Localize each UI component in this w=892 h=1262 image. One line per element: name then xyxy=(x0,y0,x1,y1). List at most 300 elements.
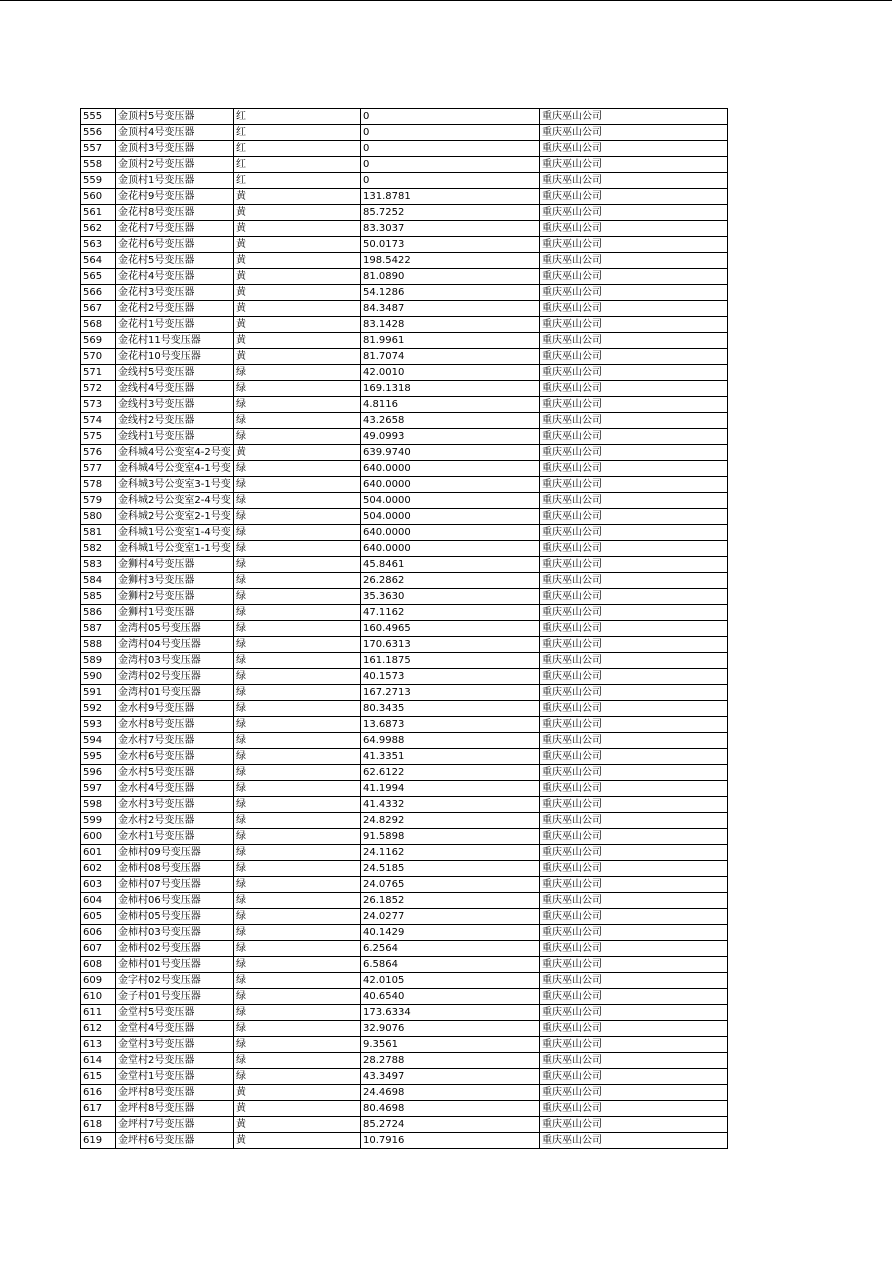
row-number-cell: 589 xyxy=(81,653,116,669)
row-number-cell: 596 xyxy=(81,765,116,781)
value-cell: 198.5422 xyxy=(361,253,540,269)
status-level-cell: 绿 xyxy=(234,1021,361,1037)
value-cell: 81.0890 xyxy=(361,269,540,285)
status-level-cell: 绿 xyxy=(234,557,361,573)
value-cell: 640.0000 xyxy=(361,477,540,493)
transformer-name-cell: 金湾村02号变压器 xyxy=(116,669,234,685)
row-number-cell: 576 xyxy=(81,445,116,461)
table-body xyxy=(81,109,728,1149)
value-cell: 45.8461 xyxy=(361,557,540,573)
row-number-cell: 561 xyxy=(81,205,116,221)
table-row xyxy=(81,1037,728,1053)
transformer-name-cell: 金水村8号变压器 xyxy=(116,717,234,733)
status-level-cell: 绿 xyxy=(234,1005,361,1021)
status-level-cell: 绿 xyxy=(234,381,361,397)
status-level-cell: 黄 xyxy=(234,269,361,285)
transformer-name-cell: 金子村01号变压器 xyxy=(116,989,234,1005)
table-row xyxy=(81,845,728,861)
company-cell: 重庆巫山公司 xyxy=(540,621,728,637)
transformer-name-cell: 金狮村4号变压器 xyxy=(116,557,234,573)
value-cell: 26.1852 xyxy=(361,893,540,909)
status-level-cell: 黄 xyxy=(234,349,361,365)
value-cell: 40.1429 xyxy=(361,925,540,941)
value-cell: 160.4965 xyxy=(361,621,540,637)
transformer-name-cell: 金水村7号变压器 xyxy=(116,733,234,749)
row-number-cell: 569 xyxy=(81,333,116,349)
value-cell: 6.2564 xyxy=(361,941,540,957)
table-row xyxy=(81,221,728,237)
table-row xyxy=(81,669,728,685)
table-row xyxy=(81,1069,728,1085)
transformer-name-cell: 金线村1号变压器 xyxy=(116,429,234,445)
table-row xyxy=(81,701,728,717)
value-cell: 504.0000 xyxy=(361,493,540,509)
table-row xyxy=(81,1133,728,1149)
row-number-cell: 588 xyxy=(81,637,116,653)
transformer-name-cell: 金坪村8号变压器 xyxy=(116,1085,234,1101)
table-row xyxy=(81,157,728,173)
transformer-name-cell: 金水村1号变压器 xyxy=(116,829,234,845)
row-number-cell: 555 xyxy=(81,109,116,125)
value-cell: 24.1162 xyxy=(361,845,540,861)
row-number-cell: 605 xyxy=(81,909,116,925)
company-cell: 重庆巫山公司 xyxy=(540,589,728,605)
status-level-cell: 黄 xyxy=(234,317,361,333)
value-cell: 64.9988 xyxy=(361,733,540,749)
company-cell: 重庆巫山公司 xyxy=(540,125,728,141)
value-cell: 35.3630 xyxy=(361,589,540,605)
company-cell: 重庆巫山公司 xyxy=(540,477,728,493)
table-row xyxy=(81,829,728,845)
value-cell: 80.3435 xyxy=(361,701,540,717)
status-level-cell: 绿 xyxy=(234,397,361,413)
table-row xyxy=(81,413,728,429)
row-number-cell: 608 xyxy=(81,957,116,973)
transformer-name-cell: 金堂村5号变压器 xyxy=(116,1005,234,1021)
value-cell: 50.0173 xyxy=(361,237,540,253)
value-cell: 131.8781 xyxy=(361,189,540,205)
transformer-name-cell: 金堂村2号变压器 xyxy=(116,1053,234,1069)
company-cell: 重庆巫山公司 xyxy=(540,1101,728,1117)
transformer-name-cell: 金花村10号变压器 xyxy=(116,349,234,365)
value-cell: 41.4332 xyxy=(361,797,540,813)
transformer-name-cell: 金花村3号变压器 xyxy=(116,285,234,301)
table-row xyxy=(81,589,728,605)
row-number-cell: 577 xyxy=(81,461,116,477)
value-cell: 42.0105 xyxy=(361,973,540,989)
transformer-name-cell: 金狮村3号变压器 xyxy=(116,573,234,589)
table-row xyxy=(81,237,728,253)
company-cell: 重庆巫山公司 xyxy=(540,365,728,381)
value-cell: 41.1994 xyxy=(361,781,540,797)
table-row xyxy=(81,749,728,765)
value-cell: 0 xyxy=(361,173,540,189)
table-row xyxy=(81,1053,728,1069)
row-number-cell: 618 xyxy=(81,1117,116,1133)
table-row xyxy=(81,973,728,989)
company-cell: 重庆巫山公司 xyxy=(540,797,728,813)
table-row xyxy=(81,941,728,957)
row-number-cell: 586 xyxy=(81,605,116,621)
status-level-cell: 黄 xyxy=(234,189,361,205)
status-level-cell: 绿 xyxy=(234,413,361,429)
table-row xyxy=(81,1085,728,1101)
row-number-cell: 610 xyxy=(81,989,116,1005)
row-number-cell: 619 xyxy=(81,1133,116,1149)
row-number-cell: 570 xyxy=(81,349,116,365)
status-level-cell: 绿 xyxy=(234,877,361,893)
company-cell: 重庆巫山公司 xyxy=(540,141,728,157)
value-cell: 49.0993 xyxy=(361,429,540,445)
transformer-name-cell: 金狮村1号变压器 xyxy=(116,605,234,621)
company-cell: 重庆巫山公司 xyxy=(540,669,728,685)
value-cell: 42.0010 xyxy=(361,365,540,381)
table-row xyxy=(81,861,728,877)
status-level-cell: 绿 xyxy=(234,573,361,589)
row-number-cell: 600 xyxy=(81,829,116,845)
company-cell: 重庆巫山公司 xyxy=(540,173,728,189)
value-cell: 81.9961 xyxy=(361,333,540,349)
status-level-cell: 黄 xyxy=(234,205,361,221)
value-cell: 10.7916 xyxy=(361,1133,540,1149)
table-row xyxy=(81,733,728,749)
value-cell: 83.1428 xyxy=(361,317,540,333)
company-cell: 重庆巫山公司 xyxy=(540,765,728,781)
company-cell: 重庆巫山公司 xyxy=(540,509,728,525)
table-row xyxy=(81,493,728,509)
table-row xyxy=(81,397,728,413)
value-cell: 0 xyxy=(361,157,540,173)
table-row xyxy=(81,717,728,733)
transformer-name-cell: 金科城1号公变室1-1号变 xyxy=(116,541,234,557)
transformer-name-cell: 金顶村1号变压器 xyxy=(116,173,234,189)
value-cell: 85.7252 xyxy=(361,205,540,221)
transformer-name-cell: 金柿村06号变压器 xyxy=(116,893,234,909)
value-cell: 85.2724 xyxy=(361,1117,540,1133)
company-cell: 重庆巫山公司 xyxy=(540,685,728,701)
status-level-cell: 绿 xyxy=(234,525,361,541)
value-cell: 81.7074 xyxy=(361,349,540,365)
table-row xyxy=(81,1021,728,1037)
status-level-cell: 绿 xyxy=(234,461,361,477)
transformer-name-cell: 金坪村7号变压器 xyxy=(116,1117,234,1133)
company-cell: 重庆巫山公司 xyxy=(540,445,728,461)
table-row xyxy=(81,637,728,653)
status-level-cell: 红 xyxy=(234,173,361,189)
table-row xyxy=(81,765,728,781)
transformer-name-cell: 金线村4号变压器 xyxy=(116,381,234,397)
transformer-name-cell: 金科城1号公变室1-4号变 xyxy=(116,525,234,541)
transformer-name-cell: 金堂村3号变压器 xyxy=(116,1037,234,1053)
value-cell: 83.3037 xyxy=(361,221,540,237)
table-row xyxy=(81,781,728,797)
value-cell: 24.4698 xyxy=(361,1085,540,1101)
value-cell: 28.2788 xyxy=(361,1053,540,1069)
row-number-cell: 558 xyxy=(81,157,116,173)
value-cell: 80.4698 xyxy=(361,1101,540,1117)
row-number-cell: 601 xyxy=(81,845,116,861)
table-row xyxy=(81,285,728,301)
status-level-cell: 绿 xyxy=(234,765,361,781)
transformer-name-cell: 金堂村1号变压器 xyxy=(116,1069,234,1085)
transformer-name-cell: 金花村8号变压器 xyxy=(116,205,234,221)
company-cell: 重庆巫山公司 xyxy=(540,813,728,829)
transformer-name-cell: 金顶村3号变压器 xyxy=(116,141,234,157)
transformer-name-cell: 金坪村6号变压器 xyxy=(116,1133,234,1149)
status-level-cell: 绿 xyxy=(234,493,361,509)
table-row xyxy=(81,573,728,589)
transformer-name-cell: 金花村11号变压器 xyxy=(116,333,234,349)
status-level-cell: 绿 xyxy=(234,477,361,493)
value-cell: 91.5898 xyxy=(361,829,540,845)
table-row xyxy=(81,509,728,525)
status-level-cell: 黄 xyxy=(234,1085,361,1101)
row-number-cell: 582 xyxy=(81,541,116,557)
transformer-name-cell: 金花村5号变压器 xyxy=(116,253,234,269)
company-cell: 重庆巫山公司 xyxy=(540,1117,728,1133)
transformer-name-cell: 金柿村02号变压器 xyxy=(116,941,234,957)
table-row xyxy=(81,333,728,349)
status-level-cell: 黄 xyxy=(234,1117,361,1133)
company-cell: 重庆巫山公司 xyxy=(540,189,728,205)
company-cell: 重庆巫山公司 xyxy=(540,541,728,557)
row-number-cell: 597 xyxy=(81,781,116,797)
company-cell: 重庆巫山公司 xyxy=(540,973,728,989)
table-row xyxy=(81,813,728,829)
status-level-cell: 绿 xyxy=(234,589,361,605)
table-row xyxy=(81,893,728,909)
value-cell: 40.6540 xyxy=(361,989,540,1005)
value-cell: 47.1162 xyxy=(361,605,540,621)
row-number-cell: 573 xyxy=(81,397,116,413)
company-cell: 重庆巫山公司 xyxy=(540,781,728,797)
status-level-cell: 绿 xyxy=(234,605,361,621)
row-number-cell: 603 xyxy=(81,877,116,893)
table-row xyxy=(81,365,728,381)
table-row xyxy=(81,797,728,813)
company-cell: 重庆巫山公司 xyxy=(540,749,728,765)
company-cell: 重庆巫山公司 xyxy=(540,349,728,365)
company-cell: 重庆巫山公司 xyxy=(540,269,728,285)
status-level-cell: 绿 xyxy=(234,829,361,845)
table-row xyxy=(81,253,728,269)
status-level-cell: 绿 xyxy=(234,989,361,1005)
status-level-cell: 黄 xyxy=(234,301,361,317)
transformer-name-cell: 金水村3号变压器 xyxy=(116,797,234,813)
transformer-name-cell: 金水村2号变压器 xyxy=(116,813,234,829)
table-row xyxy=(81,925,728,941)
table-row xyxy=(81,477,728,493)
status-level-cell: 绿 xyxy=(234,509,361,525)
status-level-cell: 绿 xyxy=(234,1069,361,1085)
table-row xyxy=(81,205,728,221)
transformer-name-cell: 金科城2号公变室2-1号变 xyxy=(116,509,234,525)
row-number-cell: 580 xyxy=(81,509,116,525)
table-row xyxy=(81,301,728,317)
row-number-cell: 560 xyxy=(81,189,116,205)
row-number-cell: 591 xyxy=(81,685,116,701)
value-cell: 161.1875 xyxy=(361,653,540,669)
value-cell: 169.1318 xyxy=(361,381,540,397)
status-level-cell: 绿 xyxy=(234,637,361,653)
row-number-cell: 604 xyxy=(81,893,116,909)
company-cell: 重庆巫山公司 xyxy=(540,733,728,749)
row-number-cell: 563 xyxy=(81,237,116,253)
status-level-cell: 绿 xyxy=(234,973,361,989)
value-cell: 24.5185 xyxy=(361,861,540,877)
status-level-cell: 红 xyxy=(234,157,361,173)
value-cell: 9.3561 xyxy=(361,1037,540,1053)
value-cell: 84.3487 xyxy=(361,301,540,317)
row-number-cell: 578 xyxy=(81,477,116,493)
status-level-cell: 绿 xyxy=(234,1053,361,1069)
value-cell: 170.6313 xyxy=(361,637,540,653)
company-cell: 重庆巫山公司 xyxy=(540,157,728,173)
status-level-cell: 绿 xyxy=(234,781,361,797)
transformer-name-cell: 金坪村8号变压器 xyxy=(116,1101,234,1117)
value-cell: 0 xyxy=(361,125,540,141)
transformer-name-cell: 金顶村5号变压器 xyxy=(116,109,234,125)
table-row xyxy=(81,605,728,621)
row-number-cell: 593 xyxy=(81,717,116,733)
row-number-cell: 562 xyxy=(81,221,116,237)
row-number-cell: 566 xyxy=(81,285,116,301)
table-row xyxy=(81,109,728,125)
table-row xyxy=(81,381,728,397)
table-row xyxy=(81,877,728,893)
company-cell: 重庆巫山公司 xyxy=(540,573,728,589)
status-level-cell: 绿 xyxy=(234,749,361,765)
row-number-cell: 556 xyxy=(81,125,116,141)
transformer-name-cell: 金湾村05号变压器 xyxy=(116,621,234,637)
value-cell: 640.0000 xyxy=(361,525,540,541)
company-cell: 重庆巫山公司 xyxy=(540,493,728,509)
table-row xyxy=(81,173,728,189)
transformer-name-cell: 金花村6号变压器 xyxy=(116,237,234,253)
company-cell: 重庆巫山公司 xyxy=(540,861,728,877)
company-cell: 重庆巫山公司 xyxy=(540,701,728,717)
value-cell: 4.8116 xyxy=(361,397,540,413)
row-number-cell: 614 xyxy=(81,1053,116,1069)
transformer-name-cell: 金柿村01号变压器 xyxy=(116,957,234,973)
transformer-name-cell: 金科城4号公变室4-1号变 xyxy=(116,461,234,477)
row-number-cell: 564 xyxy=(81,253,116,269)
table-row xyxy=(81,989,728,1005)
company-cell: 重庆巫山公司 xyxy=(540,845,728,861)
company-cell: 重庆巫山公司 xyxy=(540,989,728,1005)
row-number-cell: 595 xyxy=(81,749,116,765)
transformer-name-cell: 金科城3号公变室3-1号变 xyxy=(116,477,234,493)
transformer-name-cell: 金水村6号变压器 xyxy=(116,749,234,765)
transformer-name-cell: 金科城2号公变室2-4号变 xyxy=(116,493,234,509)
row-number-cell: 602 xyxy=(81,861,116,877)
status-level-cell: 绿 xyxy=(234,685,361,701)
row-number-cell: 599 xyxy=(81,813,116,829)
row-number-cell: 594 xyxy=(81,733,116,749)
table-row xyxy=(81,541,728,557)
row-number-cell: 616 xyxy=(81,1085,116,1101)
company-cell: 重庆巫山公司 xyxy=(540,909,728,925)
row-number-cell: 581 xyxy=(81,525,116,541)
row-number-cell: 571 xyxy=(81,365,116,381)
status-level-cell: 绿 xyxy=(234,861,361,877)
value-cell: 26.2862 xyxy=(361,573,540,589)
table-row xyxy=(81,125,728,141)
table-row xyxy=(81,141,728,157)
row-number-cell: 557 xyxy=(81,141,116,157)
company-cell: 重庆巫山公司 xyxy=(540,461,728,477)
table-row xyxy=(81,557,728,573)
transformer-name-cell: 金湾村01号变压器 xyxy=(116,685,234,701)
company-cell: 重庆巫山公司 xyxy=(540,525,728,541)
company-cell: 重庆巫山公司 xyxy=(540,1053,728,1069)
company-cell: 重庆巫山公司 xyxy=(540,285,728,301)
transformer-name-cell: 金花村2号变压器 xyxy=(116,301,234,317)
status-level-cell: 绿 xyxy=(234,429,361,445)
value-cell: 24.0765 xyxy=(361,877,540,893)
status-level-cell: 黄 xyxy=(234,253,361,269)
row-number-cell: 575 xyxy=(81,429,116,445)
transformer-name-cell: 金湾村04号变压器 xyxy=(116,637,234,653)
company-cell: 重庆巫山公司 xyxy=(540,893,728,909)
value-cell: 32.9076 xyxy=(361,1021,540,1037)
row-number-cell: 587 xyxy=(81,621,116,637)
table-row xyxy=(81,317,728,333)
value-cell: 54.1286 xyxy=(361,285,540,301)
company-cell: 重庆巫山公司 xyxy=(540,1021,728,1037)
table-row xyxy=(81,1117,728,1133)
company-cell: 重庆巫山公司 xyxy=(540,637,728,653)
status-level-cell: 黄 xyxy=(234,1101,361,1117)
row-number-cell: 611 xyxy=(81,1005,116,1021)
company-cell: 重庆巫山公司 xyxy=(540,877,728,893)
row-number-cell: 579 xyxy=(81,493,116,509)
table-row xyxy=(81,1101,728,1117)
status-level-cell: 黄 xyxy=(234,445,361,461)
transformer-name-cell: 金顶村2号变压器 xyxy=(116,157,234,173)
table-row xyxy=(81,429,728,445)
row-number-cell: 574 xyxy=(81,413,116,429)
value-cell: 173.6334 xyxy=(361,1005,540,1021)
value-cell: 640.0000 xyxy=(361,541,540,557)
company-cell: 重庆巫山公司 xyxy=(540,1085,728,1101)
value-cell: 640.0000 xyxy=(361,461,540,477)
row-number-cell: 590 xyxy=(81,669,116,685)
status-level-cell: 红 xyxy=(234,125,361,141)
row-number-cell: 598 xyxy=(81,797,116,813)
transformer-name-cell: 金线村3号变压器 xyxy=(116,397,234,413)
row-number-cell: 584 xyxy=(81,573,116,589)
company-cell: 重庆巫山公司 xyxy=(540,925,728,941)
status-level-cell: 黄 xyxy=(234,333,361,349)
transformer-name-cell: 金柿村05号变压器 xyxy=(116,909,234,925)
company-cell: 重庆巫山公司 xyxy=(540,1133,728,1149)
row-number-cell: 612 xyxy=(81,1021,116,1037)
value-cell: 62.6122 xyxy=(361,765,540,781)
value-cell: 40.1573 xyxy=(361,669,540,685)
company-cell: 重庆巫山公司 xyxy=(540,317,728,333)
row-number-cell: 592 xyxy=(81,701,116,717)
table-row xyxy=(81,525,728,541)
transformer-name-cell: 金花村7号变压器 xyxy=(116,221,234,237)
row-number-cell: 572 xyxy=(81,381,116,397)
transformer-table xyxy=(80,108,728,1149)
transformer-name-cell: 金狮村2号变压器 xyxy=(116,589,234,605)
company-cell: 重庆巫山公司 xyxy=(540,381,728,397)
row-number-cell: 559 xyxy=(81,173,116,189)
transformer-name-cell: 金柿村08号变压器 xyxy=(116,861,234,877)
transformer-name-cell: 金柿村03号变压器 xyxy=(116,925,234,941)
